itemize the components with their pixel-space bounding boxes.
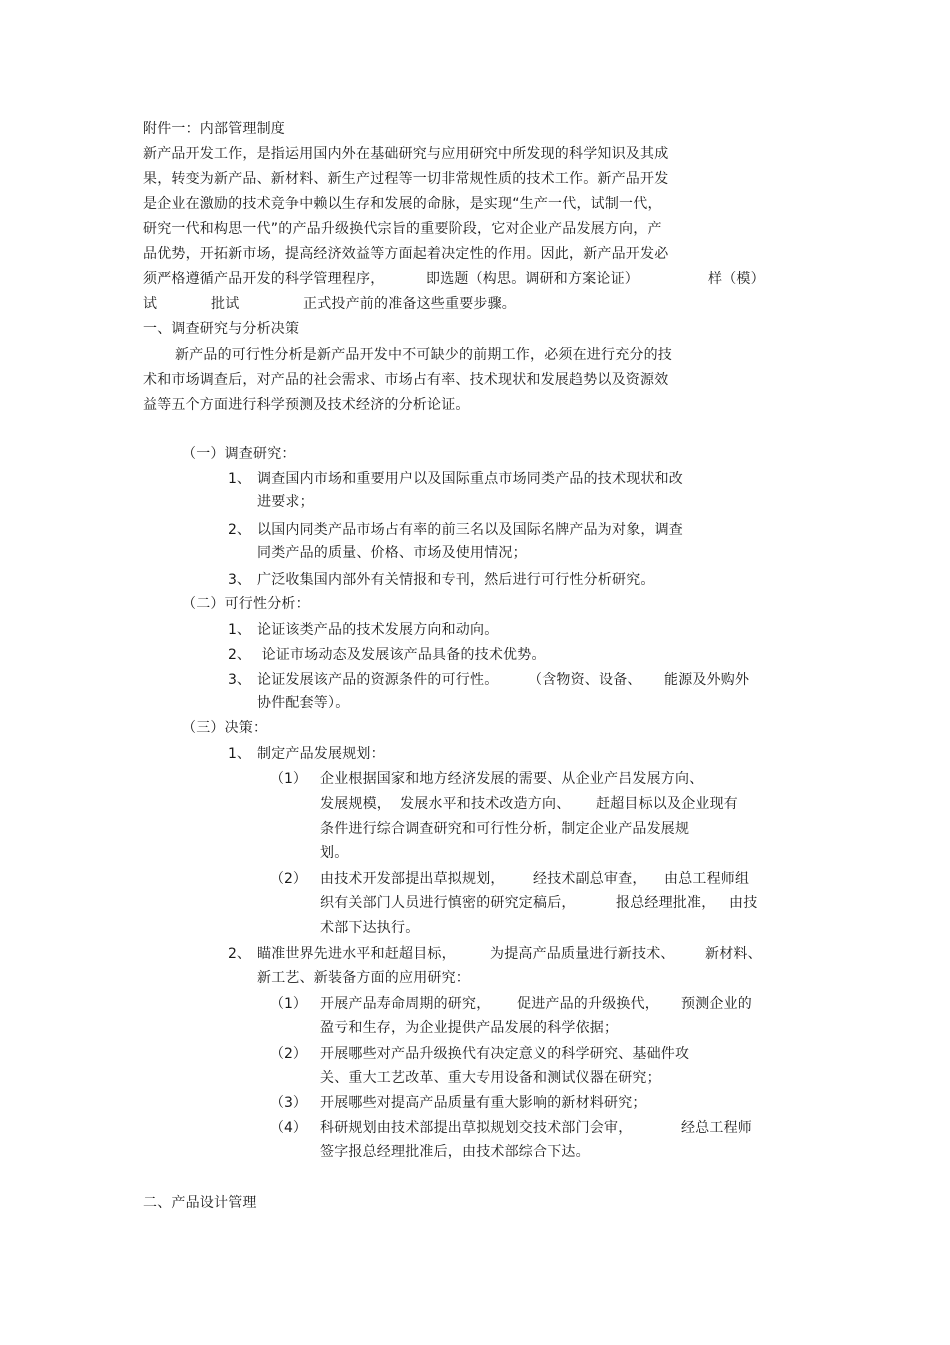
- intro-line: 品优势，开拓新市场，提高经济效益等方面起着决定性的作用。因此，新产品开发必: [143, 246, 669, 262]
- intro-line: 研究一代和构思一代”的产品升级换代宗旨的重要阶段，它对企业产品发展方向，产: [143, 221, 662, 237]
- subitem-number: （1）: [270, 996, 307, 1012]
- item-text: 同类产品的质量、价格、市场及使用情况；: [257, 545, 527, 561]
- intro-line: 是企业在激励的技术竞争中赖以生存和发展的命脉，是实现“生产一代，试制一代，: [143, 196, 662, 212]
- subitem-text: 经技术副总审查，: [533, 871, 647, 887]
- subitem-text: 发展水平和技术改造方向、: [400, 796, 571, 812]
- item-number: 2、: [228, 522, 251, 538]
- intro-line: 须严格遵循产品开发的科学管理程序，: [143, 271, 385, 287]
- subitem-text: 开展哪些对提高产品质量有重大影响的新材料研究；: [320, 1095, 647, 1111]
- item-text: 论证发展该产品的资源条件的可行性。: [257, 672, 499, 688]
- item-number: 3、: [228, 672, 251, 688]
- item-text: 瞄准世界先进水平和赶超目标，: [257, 946, 456, 962]
- section-paragraph-line: 新产品的可行性分析是新产品开发中不可缺少的前期工作，必须在进行充分的技: [175, 347, 672, 363]
- subitem-number: （4）: [270, 1120, 307, 1136]
- subitem-text: 报总经理批准，: [616, 895, 716, 911]
- subitem-text: 术部下达执行。: [320, 920, 420, 936]
- item-text: 论证市场动态及发展该产品具备的技术优势。: [257, 647, 546, 663]
- subsection-title: （二）可行性分析：: [182, 596, 310, 612]
- subitem-text: 条件进行综合调查研究和可行性分析，制定企业产品发展规: [320, 821, 690, 837]
- subitem-text: 赶超目标以及企业现有: [596, 796, 738, 812]
- subitem-text: 由总工程师组: [664, 871, 750, 887]
- subsection-title: （三）决策：: [182, 720, 268, 736]
- subitem-text: 签字报总经理批准后，由技术部综合下达。: [320, 1144, 590, 1160]
- subitem-text: 发展规模，: [320, 796, 391, 812]
- subitem-text: 由技: [729, 895, 758, 911]
- item-text: 以国内同类产品市场占有率的前三名以及国际名牌产品为对象，调查: [257, 522, 683, 538]
- intro-line: 批试: [211, 296, 240, 312]
- subitem-text: 由技术开发部提出草拟规划，: [320, 871, 505, 887]
- item-text: （含物资、设备、: [528, 672, 642, 688]
- subitem-text: 开展哪些对产品升级换代有决定意义的科学研究、基础件攻: [320, 1046, 690, 1062]
- subitem-text: 盈亏和生存，为企业提供产品发展的科学依据；: [320, 1020, 619, 1036]
- intro-line: 试: [143, 296, 158, 312]
- subitem-text: 科研规划由技术部提出草拟规划交技术部门会审，: [320, 1120, 633, 1136]
- section-title: 二、产品设计管理: [143, 1195, 257, 1211]
- subitem-text: 开展产品寿命周期的研究，: [320, 996, 491, 1012]
- intro-line: 正式投产前的准备这些重要步骤。: [303, 296, 516, 312]
- subitem-text: 经总工程师: [681, 1120, 752, 1136]
- section-paragraph-line: 术和市场调查后，对产品的社会需求、市场占有率、技术现状和发展趋势以及资源效: [143, 372, 669, 388]
- intro-line: 样（模）: [708, 271, 765, 287]
- item-number: 2、: [228, 647, 251, 663]
- subitem-number: （3）: [270, 1095, 307, 1111]
- item-number: 1、: [228, 471, 251, 487]
- section-title: 一、调查研究与分析决策: [143, 321, 300, 337]
- item-number: 1、: [228, 746, 251, 762]
- item-text: 制定产品发展规划：: [257, 746, 385, 762]
- item-number: 1、: [228, 622, 251, 638]
- subitem-number: （2）: [270, 1046, 307, 1062]
- item-text: 论证该类产品的技术发展方向和动向。: [257, 622, 499, 638]
- item-text: 新材料、: [705, 946, 762, 962]
- subitem-text: 企业根据国家和地方经济发展的需要、从企业产吕发展方向、: [320, 771, 704, 787]
- item-text: 新工艺、新装备方面的应用研究：: [257, 970, 470, 986]
- subitem-text: 织有关部门人员进行慎密的研究定稿后，: [320, 895, 576, 911]
- item-text: 能源及外购外: [664, 672, 750, 688]
- subitem-text: 关、重大工艺改革、重大专用设备和测试仪器在研究；: [320, 1070, 661, 1086]
- intro-line: 即选题（构思。调研和方案论证）: [426, 271, 639, 287]
- subitem-text: 划。: [320, 845, 349, 861]
- subitem-number: （1）: [270, 771, 307, 787]
- item-text: 协件配套等）。: [257, 695, 350, 711]
- item-number: 3、: [228, 572, 251, 588]
- item-number: 2、: [228, 946, 251, 962]
- subitem-text: 预测企业的: [681, 996, 752, 1012]
- subitem-text: 促进产品的升级换代，: [517, 996, 659, 1012]
- item-text: 为提高产品质量进行新技术、: [490, 946, 675, 962]
- attachment-title: 附件一：内部管理制度: [143, 121, 285, 137]
- item-text: 进要求；: [257, 494, 314, 510]
- intro-line: 新产品开发工作，是指运用国内外在基础研究与应用研究中所发现的科学知识及其成: [143, 146, 669, 162]
- intro-line: 果，转变为新产品、新材料、新生产过程等一切非常规性质的技术工作。新产品开发: [143, 171, 669, 187]
- subsection-title: （一）调查研究：: [182, 446, 296, 462]
- section-paragraph-line: 益等五个方面进行科学预测及技术经济的分析论证。: [143, 397, 470, 413]
- item-text: 广泛收集国内部外有关情报和专刊，然后进行可行性分析研究。: [257, 572, 655, 588]
- item-text: 调查国内市场和重要用户以及国际重点市场同类产品的技术现状和改: [257, 471, 683, 487]
- subitem-number: （2）: [270, 871, 307, 887]
